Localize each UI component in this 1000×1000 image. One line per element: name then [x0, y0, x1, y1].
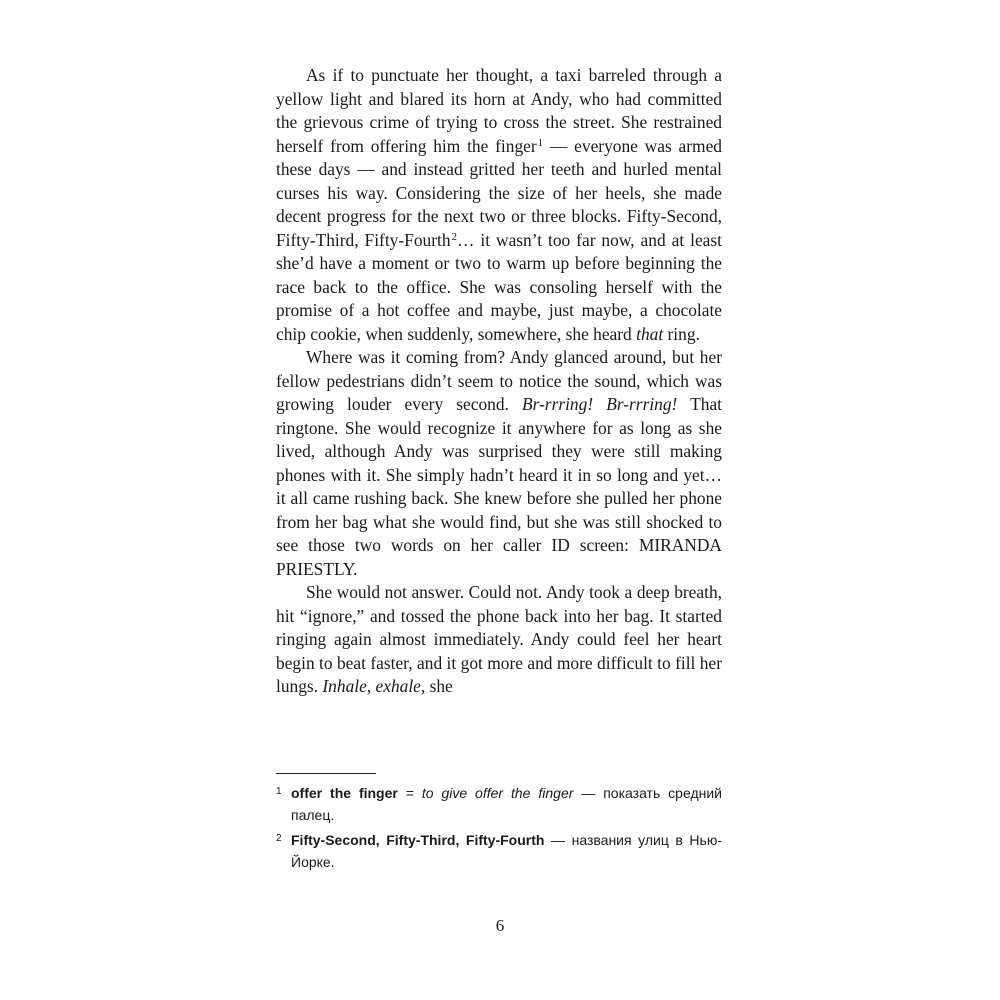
footnote-italic: to give offer the finger: [421, 785, 574, 801]
text-run: She would not answer. Could not. Andy took a deep breath, hit “ignore,” and tossed the phone back into her bag. It started ringing again almost immediately. Andy could feel her heart begin to beat faster, and it got more and more difficult to fill her lungs.: [276, 582, 722, 696]
footnote-ref[interactable]: 1: [537, 136, 544, 149]
footnote-text: [291, 783, 722, 826]
text-run: she: [425, 676, 453, 696]
body-text: [276, 64, 722, 699]
footnote-number: 2: [276, 833, 282, 844]
footnote-term: offer the finger: [291, 785, 398, 801]
italic-text: Br-rrring! Br-rrring!: [521, 394, 678, 414]
text-run: … it wasn’t too far now, and at least she’d have a moment or two to warm up before beginning the race back to the office. She was consoling herself with the promise of a hot coffee and maybe, just maybe, a chocolate chip cookie, when suddenly, somewhere, she heard: [276, 229, 722, 344]
paragraph: [276, 581, 722, 699]
paragraph: [276, 346, 722, 581]
book-page: [276, 64, 722, 699]
footnote-term: Fifty-Second, Fifty-Third, Fifty-Fourth: [291, 832, 545, 848]
italic-text: Inhale, exhale,: [322, 676, 426, 696]
text-run: — everyone was armed these days — and instead gritted her teeth and hurled mental curses his way. Considering the size of her heels, she made decent progress for the next two or three blocks. Fifty-Second, Fifty-Third, Fifty-Fourth: [276, 135, 722, 250]
footnote-ref[interactable]: 2: [451, 230, 458, 243]
text-run: That ringtone. She would recognize it anywhere for as long as she lived, although Andy was surprised they were still making phones with it. She simply hadn’t heard it in so long and yet… it all came rushing back. She knew before she pulled her phone from her bag what she would find, but she was still shocked to see those two words on her caller ID screen: MIRANDA PRIESTLY.: [276, 394, 722, 579]
footnote: [276, 830, 722, 873]
footnote-number: 1: [276, 786, 282, 797]
footnote-separator-text: =: [397, 785, 422, 801]
text-run: As if to punctuate her thought, a taxi barreled through a yellow light and blared its horn at Andy, who had committed the grievous crime of trying to cross the street. She restrained herself from offering him the finger: [276, 65, 722, 156]
footnote-separator: [276, 773, 376, 774]
page-number: 6: [495, 916, 505, 935]
text-run: Where was it coming from? Andy glanced around, but her fellow pedestrians didn’t seem to notice the sound, which was growing louder every second.: [276, 347, 722, 414]
footnote-text: [291, 830, 722, 873]
footnote-translation: — показать средний палец.: [291, 785, 722, 823]
italic-text: that: [636, 323, 664, 344]
footnote: [276, 783, 722, 826]
footnote-translation: — названия улиц в Нью-Йорке.: [291, 832, 722, 870]
text-run: ring.: [663, 323, 700, 344]
footnotes: [276, 783, 722, 877]
paragraph: [276, 64, 722, 346]
